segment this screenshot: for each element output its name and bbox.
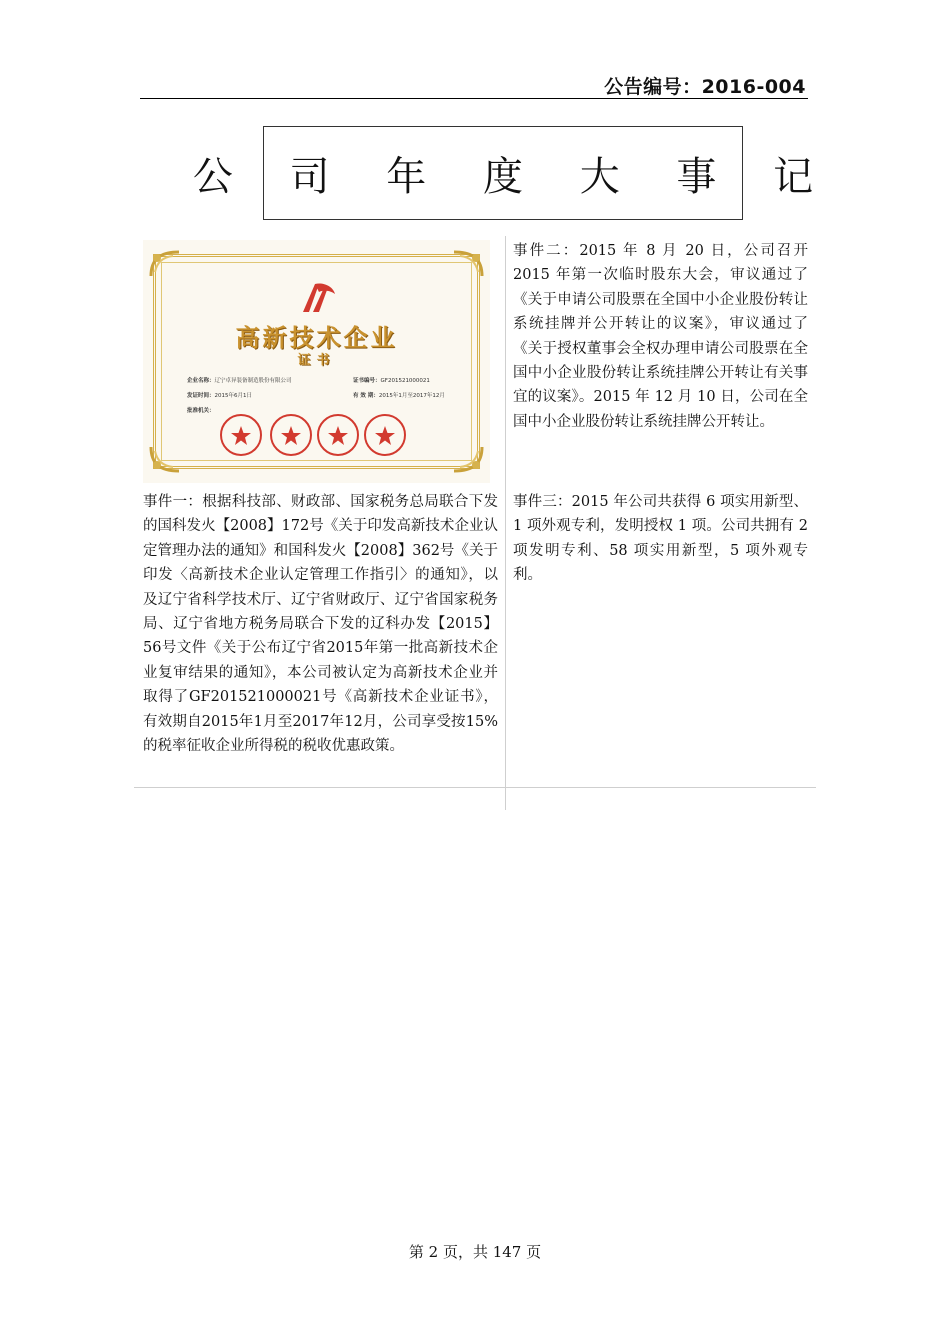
event-one-text: 事件一：根据科技部、财政部、国家税务总局联合下发的国科发火【2008】172号《关于印发高新技术企业认定管理办法的通知》和国科发火【2008】362号《关于印发〈高新技术企业认定管理工作指引〉的通知》，以及辽宁省科学技术厅、辽宁省财政厅、辽宁省国家税务局、辽宁省地方税务局联合下发的辽科办发【2015】56号文件《关于公布辽宁省2015年第一批高新技术企业复审结果的通知》，本公司被认定为高新技术企业并取得了GF201521000021号《高新技术企业证书》，有效期自2015年1月至2017年12月，公司享受按15%的税率征收企业所得税的税收优惠政策。 [143,494,498,755]
certificate-subtitle: 证书 [297,353,336,368]
official-seals [213,410,413,460]
page-title: 公 司 年 度 大 事 记 [192,153,836,200]
certificate-title: 高新技术企业 [235,324,398,352]
high-tech-certificate-image [143,240,490,483]
certificate-validity: 有 效 期：2015年1月至2017年12月 [353,393,445,399]
announcement-number: 公告编号：2016-004 [604,76,806,98]
certificate-approver: 批准机关： [187,408,215,414]
header-rule [140,98,808,99]
seal-stamp-icon [271,415,311,455]
page-number-footer: 第 2 页，共 147 页 [408,1243,542,1261]
certificate-company: 企业名称：辽宁卓异装备制造股份有限公司 [187,378,292,384]
ornament-corner-icon [149,250,183,278]
seal-stamp-icon [318,415,358,455]
certificate-number: 证书编号：GF201521000021 [353,378,430,384]
seal-stamp-icon [221,415,261,455]
seal-stamp-icon [365,415,405,455]
ornament-corner-icon [450,250,484,278]
torch-logo-icon [293,280,339,314]
table-vertical-rule [505,236,506,810]
ornament-corner-icon [450,445,484,473]
ornament-corner-icon [149,445,183,473]
event-three-text: 事件三：2015 年公司共获得 6 项实用新型、1 项外观专利，发明授权 1 项。公司共拥有 2 项发明专利、58 项实用新型，5 项外观专利。 [513,494,808,584]
event-two-text: 事件二：2015 年 8 月 20 日，公司召开 2015 年第一次临时股东大会，审议通过了《关于申请公司股票在全国中小企业股份转让系统挂牌并公开转让的议案》，审议通过了《关于授权董事会全权办理申请公司股票在全国中小企业股份转让系统挂牌公开转让有关事宜的议案》。2015 年 12 月 10 日，公司在全国中小企业股份转让系统挂牌公开转让。 [513,243,808,430]
table-horizontal-rule [134,787,816,788]
title-box [192,126,836,220]
certificate-issue-date: 发证时间：2015年6月1日 [187,393,253,399]
